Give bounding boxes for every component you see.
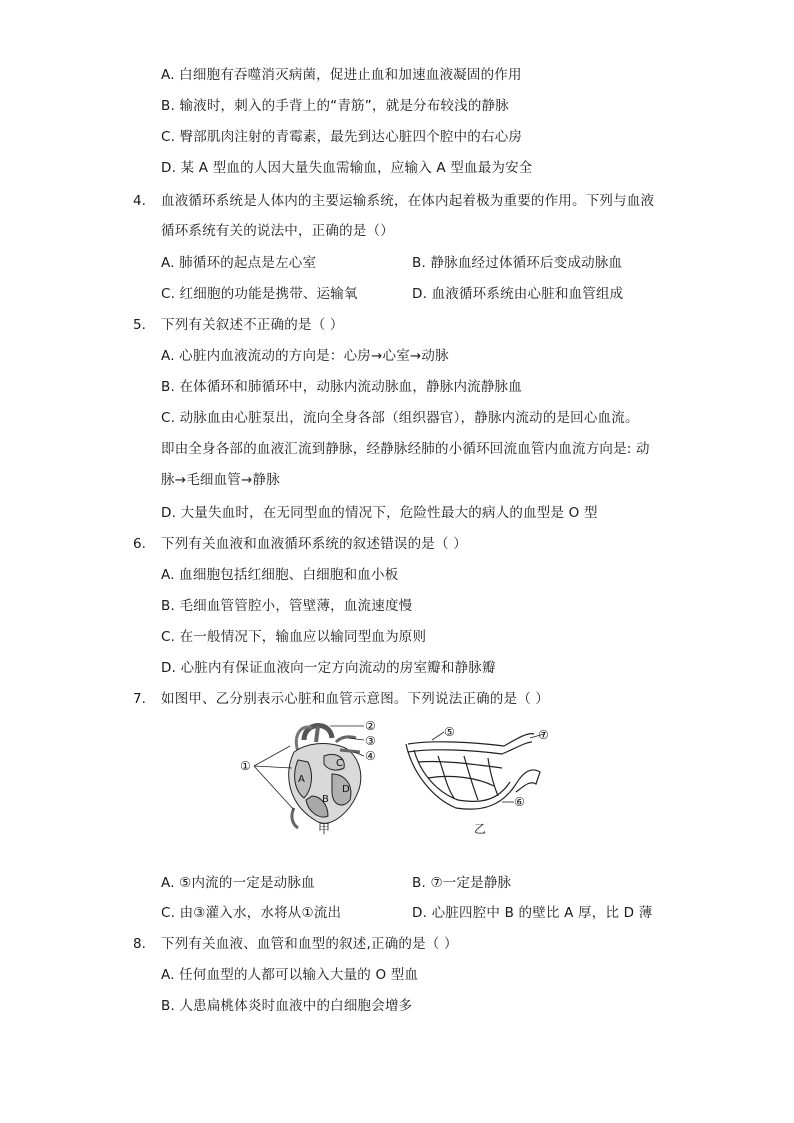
q6-stem: 下列有关血液和血液循环系统的叙述错误的是（ ） bbox=[161, 536, 467, 552]
q5-option-b: B. 在体循环和肺循环中，动脉内流动脉血，静脉内流静脉血 bbox=[161, 379, 522, 395]
q5-option-c-line3: 脉→毛细血管→静脉 bbox=[161, 472, 280, 488]
q7-figure bbox=[232, 712, 572, 842]
q8-stem: 下列有关血液、血管和血型的叙述,正确的是（ ） bbox=[161, 936, 458, 952]
q3-option-b: B. 输液时，刺入的手背上的“青筋”，就是分布较浅的静脉 bbox=[161, 98, 509, 114]
q5-option-c-line2: 即由全身各部的血液汇流到静脉，经静脉经肺的小循环回流血管内血流方向是: 动 bbox=[161, 441, 650, 457]
q5-number: 5. bbox=[133, 317, 146, 333]
q4-option-d: D. 血液循环系统由心脏和血管组成 bbox=[412, 286, 624, 302]
label-3: ③ bbox=[365, 734, 376, 748]
q3-option-c: C. 臀部肌肉注射的青霉素，最先到达心脏四个腔中的右心房 bbox=[161, 129, 523, 145]
chamber-label-b: B bbox=[322, 794, 329, 805]
q4-option-c: C. 红细胞的功能是携带、运输氧 bbox=[161, 286, 358, 302]
q8-number: 8. bbox=[133, 936, 146, 952]
q8-option-b: B. 人患扁桃体炎时血液中的白细胞会增多 bbox=[161, 998, 413, 1014]
q7-stem: 如图甲、乙分别表示心脏和血管示意图。下列说法正确的是（ ） bbox=[161, 691, 550, 707]
q5-option-c-line1: C. 动脉血由心脏泵出，流向全身各部（组织器官），静脉内流动的是回心血流。 bbox=[161, 410, 639, 426]
label-6: ⑥ bbox=[514, 795, 525, 809]
heart-vessel-diagram bbox=[232, 712, 572, 842]
q8-option-a: A. 任何血型的人都可以输入大量的 O 型血 bbox=[161, 967, 419, 983]
chamber-label-d: D bbox=[342, 784, 350, 795]
q4-stem-line2: 循环系统有关的说法中，正确的是（） bbox=[161, 223, 394, 239]
q7-option-c: C. 由③灌入水，水将从①流出 bbox=[161, 905, 342, 921]
q7-option-b: B. ⑦一定是静脉 bbox=[412, 875, 512, 891]
chamber-label-c: C bbox=[336, 758, 343, 769]
q5-option-d: D. 大量失血时，在无同型血的情况下，危险性最大的病人的血型是 O 型 bbox=[161, 505, 598, 521]
label-1: ① bbox=[240, 759, 251, 773]
q7-number: 7. bbox=[133, 691, 146, 707]
q6-option-d: D. 心脏内有保证血液向一定方向流动的房室瓣和静脉瓣 bbox=[161, 660, 496, 676]
q6-option-a: A. 血细胞包括红细胞、白细胞和血小板 bbox=[161, 567, 399, 583]
label-4: ④ bbox=[365, 749, 376, 763]
q7-option-d: D. 心脏四腔中 B 的壁比 A 厚，比 D 薄 bbox=[412, 905, 653, 921]
q4-number: 4. bbox=[133, 193, 146, 209]
q4-option-a: A. 肺循环的起点是左心室 bbox=[161, 255, 317, 271]
chamber-label-a: A bbox=[298, 774, 305, 785]
label-7: ⑦ bbox=[538, 728, 549, 742]
q4-stem-line1: 血液循环系统是人体内的主要运输系统，在体内起着极为重要的作用。下列与血液 bbox=[161, 193, 655, 209]
q3-option-d: D. 某 A 型血的人因大量失血需输血，应输入 A 型血最为安全 bbox=[161, 160, 533, 176]
q6-number: 6. bbox=[133, 536, 146, 552]
label-2: ② bbox=[365, 719, 376, 733]
figure-caption-left: 甲 bbox=[318, 822, 331, 836]
q6-option-c: C. 在一般情况下，输血应以输同型血为原则 bbox=[161, 629, 427, 645]
q3-option-a: A. 白细胞有吞噬消灭病菌，促进止血和加速血液凝固的作用 bbox=[161, 67, 522, 83]
q7-option-a: A. ⑤内流的一定是动脉血 bbox=[161, 875, 315, 891]
q4-option-b: B. 静脉血经过体循环后变成动脉血 bbox=[412, 255, 623, 271]
figure-caption-right: 乙 bbox=[474, 822, 487, 836]
q5-option-a: A. 心脏内血液流动的方向是：心房→心室→动脉 bbox=[161, 348, 449, 364]
q6-option-b: B. 毛细血管管腔小，管壁薄，血流速度慢 bbox=[161, 598, 413, 614]
q5-stem: 下列有关叙述不正确的是（ ） bbox=[161, 317, 344, 333]
label-5: ⑤ bbox=[444, 725, 455, 739]
